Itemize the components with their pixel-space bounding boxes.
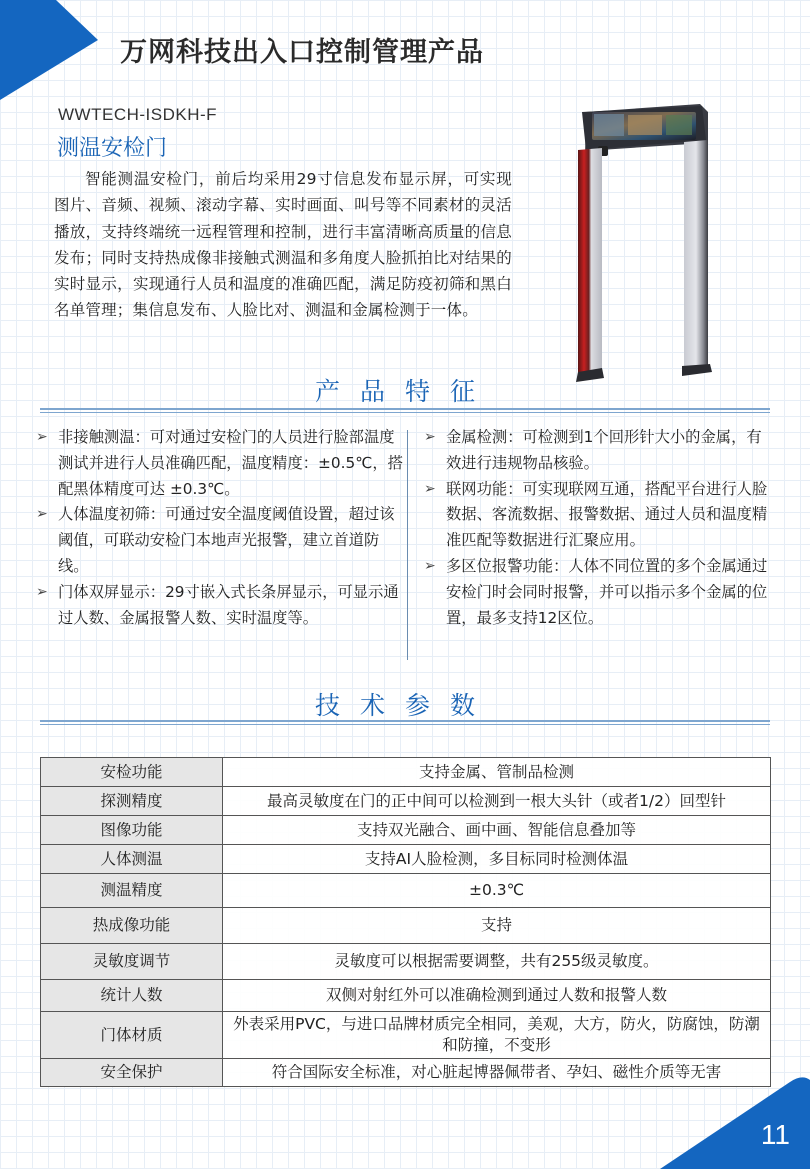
- param-label: 图像功能: [41, 816, 223, 845]
- features-right-column: [424, 425, 774, 631]
- feature-item: [424, 477, 774, 554]
- table-row: [41, 908, 771, 944]
- arrow-right-icon: ➢: [36, 583, 48, 600]
- feature-text: 非接触测温：可对通过安检门的人员进行脸部温度测试并进行人员准确匹配，温度精度：±0.5℃，搭配黑体精度可达 ±0.3℃。: [58, 428, 403, 498]
- feature-item: [36, 425, 408, 502]
- params-divider: [40, 720, 770, 726]
- param-value: 支持双光融合、画中画、智能信息叠加等: [223, 816, 771, 845]
- table-row: [41, 980, 771, 1012]
- table-row: [41, 816, 771, 845]
- table-row: [41, 874, 771, 908]
- arrow-right-icon: ➢: [36, 506, 48, 523]
- param-value: 外表采用PVC，与进口品牌材质完全相同，美观，大方，防火，防腐蚀，防潮和防撞，不变形: [223, 1012, 771, 1059]
- param-value: ±0.3℃: [223, 874, 771, 908]
- table-row: [41, 787, 771, 816]
- feature-item: [36, 502, 408, 579]
- feature-text: 人体温度初筛：可通过安全温度阈值设置，超过该阈值，可联动安检门本地声光报警，建立首道防线。: [58, 505, 395, 575]
- table-row: [41, 758, 771, 787]
- param-value: 支持金属、管制品检测: [223, 758, 771, 787]
- product-name: 测温安检门: [57, 136, 168, 161]
- param-value: 灵敏度可以根据需要调整，共有255级灵敏度。: [223, 944, 771, 980]
- param-label: 统计人数: [41, 980, 223, 1012]
- arrow-right-icon: ➢: [36, 429, 48, 445]
- param-value: 支持: [223, 908, 771, 944]
- table-row: [41, 1012, 771, 1059]
- params-section-title: 技术参数: [314, 691, 495, 720]
- feature-text: 联网功能：可实现联网互通，搭配平台进行人脸数据、客流数据、报警数据、通过人员和温度精准匹配等数据进行汇聚应用。: [446, 479, 768, 550]
- param-label: 人体测温: [41, 845, 223, 874]
- features-left-column: [36, 425, 408, 631]
- product-model-code: WWTECH-ISDKH-F: [58, 105, 218, 124]
- table-row: [41, 944, 771, 980]
- arrow-right-icon: ➢: [424, 557, 436, 574]
- page-title: 万网科技出入口控制管理产品: [120, 37, 484, 68]
- param-label: 安全保护: [41, 1059, 223, 1087]
- product-intro: 智能测温安检门，前后均采用29寸信息发布显示屏，可实现图片、音频、视频、滚动字幕、实时画面、叫号等不同素材的灵活播放，支持终端统一远程管理和控制，进行丰富清晰高质量的信息发布；同时支持热成像非接触式测温和多角度人脸抓拍比对结果的实时显示，实现通行人员和温度的准确匹配，满足防疫初筛和黑白名单管理；集信息发布、人脸比对、测温和金属检测于一体。: [54, 170, 512, 320]
- page-number: 11: [760, 1119, 790, 1150]
- feature-text: 金属检测：可检测到1个回形针大小的金属，有效进行违规物品核验。: [446, 428, 762, 472]
- column-divider: [407, 430, 408, 660]
- param-label: 门体材质: [41, 1012, 223, 1059]
- param-value: 符合国际安全标准，对心脏起博器佩带者、孕妇、磁性介质等无害: [223, 1059, 771, 1087]
- arrow-right-icon: ➢: [424, 429, 436, 445]
- param-label: 灵敏度调节: [41, 944, 223, 980]
- param-value: 支持AI人脸检测，多目标同时检测体温: [223, 845, 771, 874]
- param-label: 探测精度: [41, 787, 223, 816]
- features-section-title: 产品特征: [314, 377, 495, 406]
- feature-item: [424, 554, 774, 631]
- param-value: 双侧对射红外可以准确检测到通过人数和报警人数: [223, 980, 771, 1012]
- corner-triangle-decoration: [0, 0, 100, 100]
- feature-text: 多区位报警功能：人体不同位置的多个金属通过安检门时会同时报警，并可以指示多个金属的位置，最多支持12区位。: [446, 556, 768, 627]
- product-image: [572, 100, 714, 382]
- param-label: 测温精度: [41, 874, 223, 908]
- param-label: 热成像功能: [41, 908, 223, 944]
- feature-item: [36, 580, 408, 632]
- feature-text: 门体双屏显示：29寸嵌入式长条屏显示，可显示通过人数、金属报警人数、实时温度等。: [58, 582, 399, 627]
- params-table: [40, 757, 771, 1087]
- feature-item: [424, 425, 774, 477]
- table-row: [41, 845, 771, 874]
- arrow-right-icon: ➢: [424, 480, 436, 497]
- param-value: 最高灵敏度在门的正中间可以检测到一根大头针（或者1/2）回型针: [223, 787, 771, 816]
- param-label: 安检功能: [41, 758, 223, 787]
- features-divider: [40, 408, 770, 414]
- table-row: [41, 1059, 771, 1087]
